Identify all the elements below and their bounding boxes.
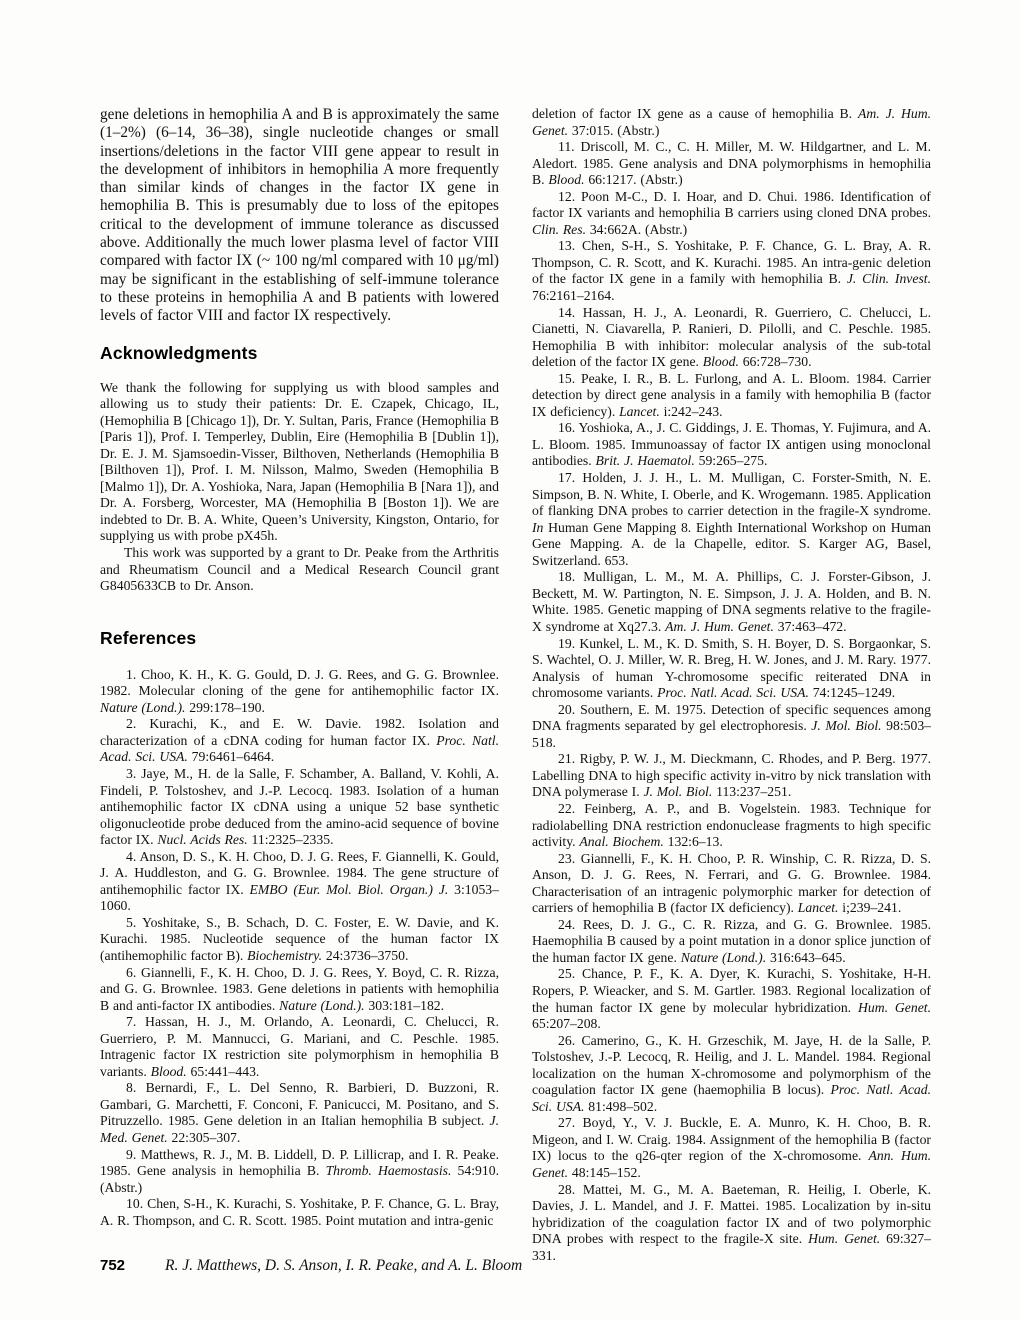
reference-item: 18. Mulligan, L. M., M. A. Phillips, C. J. Forster-Gibson, J. Beckett, M. W. Partington, N. E. Simpson, J. J. A. Holden, and B. N. White. 1985. Genetic mapping of DNA segments relative to the fragile-X syndrome at Xq27.3. Am. J. Hum. Genet. 37:463–472.	[532, 569, 931, 634]
reference-item: 15. Peake, I. R., B. L. Furlong, and A. L. Bloom. 1984. Carrier detection by direct gene analysis in a family with hemophilia B (factor IX deficiency). Lancet. i:242–243.	[532, 370, 931, 419]
reference-item: 22. Feinberg, A. P., and B. Vogelstein. 1983. Technique for radiolabelling DNA restriction endonuclease fragments to high specific activity. Anal. Biochem. 132:6–13.	[532, 800, 931, 850]
reference-item: 17. Holden, J. J. H., L. M. Mulligan, C. Forster-Smith, N. E. Simpson, B. N. White, I. Oberle, and K. Wrogemann. 1985. Application of flanking DNA probes to carrier detection in the fragile-X syndrome. In Human Gene Mapping 8. Eighth International Workshop on Human Gene Mapping. A. de la Chapelle, editor. S. Karger AG, Basel, Switzerland. 653.	[532, 470, 931, 568]
acknowledgments-paragraph-1: We thank the following for supplying us with blood samples and allowing us to study their patients: Dr. E. Czapek, Chicago, IL, (Hemophilia B [Chicago 1]), Dr. Y. Sultan, Paris, France (Hemophilia B [Paris 1]), Prof. I. Temperley, Dublin, Eire (Hemophilia B [Dublin 1]), Dr. E. J. M. Sjamsoedin-Visser, Bilthoven, Netherlands (Hemophilia B [Bilthoven 1]), Prof. I. M. Nilsson, Malmo, Sweden (Hemophilia B [Malmo 1]), Dr. A. Yoshioka, Nara, Japan (Hemophilia B [Nara 1]), and Dr. A. Forsberg, Worcester, MA (Hemophilia B [Boston 1]). We are indebted to Dr. B. A. White, Queen’s University, Kingston, Ontario, for supplying us with probe pX45h.	[100, 379, 499, 544]
references-list-right	[532, 106, 931, 1264]
right-column	[532, 106, 931, 1264]
acknowledgments-paragraph-2: This work was supported by a grant to Dr. Peake from the Arthritis and Rheumatism Council and a Medical Research Council grant G8405633CB to Dr. Anson.	[100, 545, 499, 594]
reference-item: 2. Kurachi, K., and E. W. Davie. 1982. Isolation and characterization of a cDNA coding for human factor IX. Proc. Natl. Acad. Sci. USA. 79:6461–6464.	[100, 716, 499, 765]
intro-paragraph: gene deletions in hemophilia A and B is approximately the same (1–2%) (6–14, 36–38), single nucleotide changes or small insertions/deletions in the factor VIII gene appear to result in the development of inhibitors in hemophilia A more frequently than similar kinds of changes in the factor IX gene in hemophilia B. This is presumably due to loss of the epitopes critical to the development of immune tolerance as discussed above. Additionally the much lower plasma level of factor VIII compared with factor IX (~ 100 ng/ml compared with 10 μg/ml) may be significant in the establishing of self-immune tolerance to these proteins in hemophilia A and B patients with lowered levels of factor VIII and factor IX respectively.	[100, 106, 499, 325]
reference-item: 26. Camerino, G., K. H. Grzeschik, M. Jaye, H. de la Salle, P. Tolstoshev, J.-P. Lecocq, R. Heilig, and J. L. Mandel. 1984. Regional localization on the human X-chromosome and polymorphism of the coagulation factor IX gene (haemophilia B locus). Proc. Natl. Acad. Sci. USA. 81:498–502.	[532, 1032, 931, 1114]
reference-item: 12. Poon M-C., D. I. Hoar, and D. Chui. 1986. Identification of factor IX variants and hemophilia B carriers using cloned DNA probes. Clin. Res. 34:662A. (Abstr.)	[532, 188, 931, 237]
reference-item: 14. Hassan, H. J., A. Leonardi, R. Guerriero, C. Chelucci, L. Cianetti, N. Ciavarella, P. Ranieri, D. Pilolli, and C. Peschle. 1985. Hemophilia B with inhibitor: molecular analysis of the sub-total deletion of the factor IX gene. Blood. 66:728–730.	[532, 304, 931, 370]
reference-item: 8. Bernardi, F., L. Del Senno, R. Barbieri, D. Buzzoni, R. Gambari, G. Marchetti, F. Conconi, F. Panicucci, M. Positano, and S. Pitruzzello. 1985. Gene deletion in an Italian hemophilia B subject. J. Med. Genet. 22:305–307.	[100, 1080, 499, 1145]
reference-item: 28. Mattei, M. G., M. A. Baeteman, R. Heilig, I. Oberle, K. Davies, J. L. Mandel, and J. F. Mattei. 1985. Localization by in-situ hybridization of the coagulation factor IX and of two polymorphic DNA probes with respect to the fragile-X site. Hum. Genet. 69:327–331.	[532, 1181, 931, 1263]
reference-item: 6. Giannelli, F., K. H. Choo, D. J. G. Rees, Y. Boyd, C. R. Rizza, and G. G. Brownlee. 1983. Gene deletions in patients with hemophilia B and anti-factor IX antibodies. Nature (Lond.). 303:181–182.	[100, 964, 499, 1013]
reference-item: 11. Driscoll, M. C., C. H. Miller, M. W. Hildgartner, and L. M. Aledort. 1985. Gene analysis and DNA polymorphisms in hemophilia B. Blood. 66:1217. (Abstr.)	[532, 139, 931, 188]
page-footer	[100, 1257, 932, 1275]
page-number: 752	[100, 1257, 126, 1274]
reference-item: 3. Jaye, M., H. de la Salle, F. Schamber, A. Balland, V. Kohli, A. Findeli, P. Tolstoshev, and J.-P. Lecocq. 1983. Isolation of a human antihemophilic factor IX cDNA using a unique 52 base synthetic oligonucleotide probe deduced from the amino-acid sequence of bovine factor IX. Nucl. Acids Res. 11:2325–2335.	[100, 765, 499, 848]
reference-item: 10. Chen, S-H., K. Kurachi, S. Yoshitake, P. F. Chance, G. L. Bray, A. R. Thompson, and C. R. Scott. 1985. Point mutation and intra-genic	[100, 1196, 499, 1228]
reference-item: 21. Rigby, P. W. J., M. Dieckmann, C. Rhodes, and P. Berg. 1977. Labelling DNA to high specific activity in-vitro by nick translation with DNA polymerase I. J. Mol. Biol. 113:237–251.	[532, 751, 931, 800]
left-column	[100, 106, 499, 1264]
acknowledgments-heading: Acknowledgments	[100, 342, 258, 363]
reference-item: 9. Matthews, R. J., M. B. Liddell, D. P. Lillicrap, and I. R. Peake. 1985. Gene analysis in hemophilia B. Thromb. Haemostasis. 54:910. (Abstr.)	[100, 1146, 500, 1195]
reference-item: 19. Kunkel, L. M., K. D. Smith, S. H. Boyer, D. S. Borgaonkar, S. S. Wachtel, O. J. Miller, W. R. Breg, H. W. Jones, and J. M. Rary. 1977. Analysis of human Y-chromosome specific reiterated DNA in chromosome variants. Proc. Natl. Acad. Sci. USA. 74:1245–1249.	[532, 635, 931, 701]
running-title: R. J. Matthews, D. S. Anson, I. R. Peake, and A. L. Bloom	[165, 1257, 523, 1274]
reference-item: 13. Chen, S-H., S. Yoshitake, P. F. Chance, G. L. Bray, A. R. Thompson, C. R. Scott, and K. Kurachi. 1985. An intra-genic deletion of the factor IX gene in a family with hemophilia B. J. Clin. Invest. 76:2161–2164.	[532, 238, 931, 304]
reference-item: deletion of factor IX gene as a cause of hemophilia B. Am. J. Hum. Genet. 37:015. (Abstr.)	[532, 106, 931, 138]
reference-item: 4. Anson, D. S., K. H. Choo, D. J. G. Rees, F. Giannelli, K. Gould, J. A. Huddleston, and G. G. Brownlee. 1984. The gene structure of antihemophilic factor IX. EMBO (Eur. Mol. Biol. Organ.) J. 3:1053–1060.	[100, 848, 499, 914]
reference-item: 5. Yoshitake, S., B. Schach, D. C. Foster, E. W. Davie, and K. Kurachi. 1985. Nucleotide sequence of the human factor IX (antihemophilic factor B). Biochemistry. 24:3736–3750.	[100, 914, 499, 963]
references-heading: References	[100, 627, 197, 648]
references-list-left	[100, 667, 499, 1230]
reference-item: 25. Chance, P. F., K. A. Dyer, K. Kurachi, S. Yoshitake, H-H. Ropers, P. Wieacker, and S. M. Gartler. 1983. Regional localization of the human factor IX gene by molecular hybridization. Hum. Genet. 65:207–208.	[532, 966, 931, 1032]
page-content	[100, 106, 932, 1264]
reference-item: 27. Boyd, Y., V. J. Buckle, E. A. Munro, K. H. Choo, B. R. Migeon, and I. W. Craig. 1984. Assignment of the hemophilia B (factor IX) locus to the q26-qter region of the X-chromosome. Ann. Hum. Genet. 48:145–152.	[532, 1115, 932, 1180]
reference-item: 16. Yoshioka, A., J. C. Giddings, J. E. Thomas, Y. Fujimura, and A. L. Bloom. 1985. Immunoassay of factor IX antigen using monoclonal antibodies. Brit. J. Haematol. 59:265–275.	[532, 420, 931, 469]
reference-item: 20. Southern, E. M. 1975. Detection of specific sequences among DNA fragments separated by gel electrophoresis. J. Mol. Biol. 98:503–518.	[532, 701, 932, 750]
reference-item: 1. Choo, K. H., K. G. Gould, D. J. G. Rees, and G. G. Brownlee. 1982. Molecular cloning of the gene for antihemophilic factor IX. Nature (Lond.). 299:178–190.	[100, 666, 499, 715]
reference-item: 7. Hassan, H. J., M. Orlando, A. Leonardi, C. Chelucci, R. Guerriero, P. M. Mannucci, G. Mariani, and C. Peschle. 1985. Intragenic factor IX restriction site polymorphism in hemophilia B variants. Blood. 65:441–443.	[100, 1014, 499, 1079]
reference-item: 24. Rees, D. J. G., C. R. Rizza, and G. G. Brownlee. 1985. Haemophilia B caused by a point mutation in a donor splice junction of the human factor IX gene. Nature (Lond.). 316:643–645.	[532, 916, 931, 965]
reference-item: 23. Giannelli, F., K. H. Choo, P. R. Winship, C. R. Rizza, D. S. Anson, D. J. G. Rees, N. Ferrari, and G. G. Brownlee. 1984. Characterisation of an intragenic polymorphic marker for detection of carriers of hemophilia B (factor IX deficiency). Lancet. i;239–241.	[532, 850, 931, 916]
